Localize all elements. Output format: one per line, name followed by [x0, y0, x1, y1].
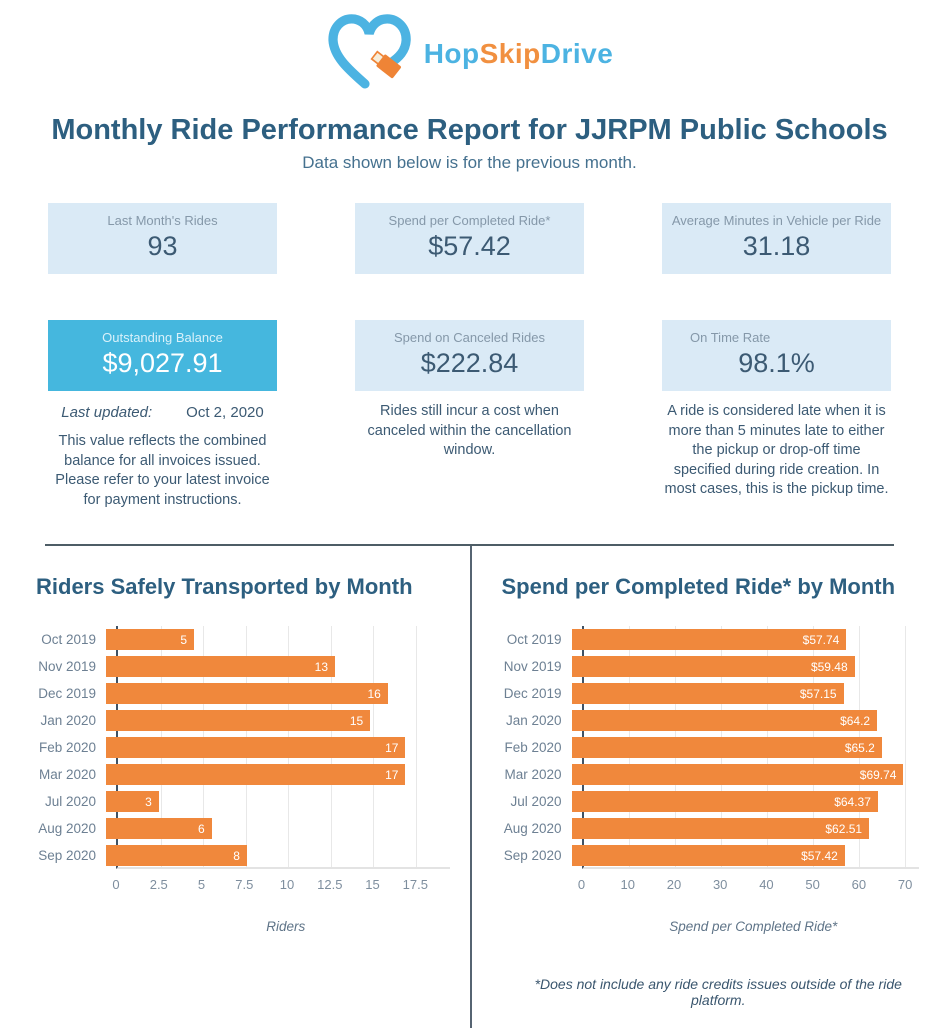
category-label: Jan 2020: [36, 713, 106, 728]
stat-label: Average Minutes in Vehicle per Ride: [668, 213, 885, 228]
bar-track: [572, 683, 920, 704]
bar-value-label: $57.74: [803, 633, 847, 647]
bar-row: [36, 815, 456, 842]
bar-track: [106, 683, 450, 704]
bar-row: [502, 653, 926, 680]
page-subtitle: Data shown below is for the previous month.: [0, 153, 939, 173]
heart-seatbelt-icon: [326, 10, 414, 99]
bar: [106, 764, 405, 785]
x-tick-label: 2.5: [150, 877, 168, 892]
x-tick-label: 5: [198, 877, 205, 892]
category-label: Jul 2020: [36, 794, 106, 809]
x-tick-label: 0: [578, 877, 585, 892]
chart-body: [502, 626, 926, 934]
bar-track: [106, 656, 450, 677]
category-label: Mar 2020: [36, 767, 106, 782]
bar-rows: [502, 626, 926, 869]
stat-label: On Time Rate: [668, 330, 885, 345]
charts-footnote: *Does not include any ride credits issues outside of the ride platform.: [512, 976, 926, 1008]
x-tick-label: 70: [898, 877, 912, 892]
chart-title: Spend per Completed Ride* by Month: [502, 574, 926, 600]
stat-value: $9,027.91: [54, 348, 271, 379]
bar-value-label: $65.2: [845, 741, 882, 755]
bar-track: [572, 818, 920, 839]
bar-track: [572, 710, 920, 731]
category-label: Sep 2020: [502, 848, 572, 863]
category-label: Mar 2020: [502, 767, 572, 782]
bar-track: [106, 764, 450, 785]
bar-row: [36, 788, 456, 815]
stat-cell-spend-per-ride: [355, 203, 584, 274]
category-label: Jan 2020: [502, 713, 572, 728]
x-tick-label: 12.5: [317, 877, 342, 892]
x-tick-label: 60: [852, 877, 866, 892]
category-label: Nov 2019: [36, 659, 106, 674]
bar-row: [502, 788, 926, 815]
last-months-rides-card: [48, 203, 277, 274]
bar-value-label: $57.42: [801, 849, 845, 863]
bar-track: [572, 791, 920, 812]
bar-row: [36, 761, 456, 788]
category-label: Aug 2020: [36, 821, 106, 836]
x-tick-label: 7.5: [235, 877, 253, 892]
x-tick-label: 0: [112, 877, 119, 892]
bar-value-label: 6: [198, 822, 212, 836]
bar-value-label: 5: [180, 633, 194, 647]
stat-value: 93: [54, 231, 271, 262]
last-updated-value: Oct 2, 2020: [186, 404, 264, 421]
outstanding-balance-note: This value reflects the combined balance for all invoices issued. Please refer to your latest invoice for payment instructions.: [48, 432, 277, 510]
stat-value: 31.18: [668, 231, 885, 262]
bar: [572, 737, 882, 758]
last-updated-label: Last updated:: [61, 404, 152, 421]
outstanding-balance-card: [48, 320, 277, 391]
bar: [572, 791, 878, 812]
bar-row: [36, 707, 456, 734]
stat-label: Spend per Completed Ride*: [361, 213, 578, 228]
category-label: Aug 2020: [502, 821, 572, 836]
bar-value-label: 15: [350, 714, 370, 728]
stat-cell-avg-minutes: [662, 203, 891, 274]
bar-track: [106, 845, 450, 866]
bar: [106, 629, 194, 650]
bar-track: [572, 656, 920, 677]
charts-section: [0, 546, 939, 1028]
spend-canceled-note: Rides still incur a cost when canceled within the cancellation window.: [355, 402, 584, 461]
bar: [106, 656, 335, 677]
category-label: Oct 2019: [36, 632, 106, 647]
stat-value: 98.1%: [668, 348, 885, 379]
chart-title: Riders Safely Transported by Month: [36, 574, 456, 600]
spend-per-completed-ride-card: [355, 203, 584, 274]
x-tick-label: 40: [759, 877, 773, 892]
x-tick-label: 10: [280, 877, 294, 892]
x-tick-label: 10: [620, 877, 634, 892]
x-axis: [582, 877, 920, 895]
logo-word-skip: Skip: [480, 38, 541, 69]
last-updated-row: [48, 404, 277, 421]
category-label: Sep 2020: [36, 848, 106, 863]
bar-row: [36, 626, 456, 653]
category-label: Dec 2019: [36, 686, 106, 701]
bar: [106, 791, 159, 812]
bar: [106, 737, 405, 758]
report-header: [0, 0, 939, 173]
bar-value-label: 16: [367, 687, 387, 701]
bar-track: [106, 629, 450, 650]
bar-track: [106, 818, 450, 839]
bar-row: [502, 842, 926, 869]
category-label: Nov 2019: [502, 659, 572, 674]
bar-row: [502, 680, 926, 707]
category-label: Jul 2020: [502, 794, 572, 809]
bar-value-label: 17: [385, 741, 405, 755]
bar-row: [502, 761, 926, 788]
bar: [572, 683, 844, 704]
stat-value: $57.42: [361, 231, 578, 262]
x-axis: [116, 877, 450, 895]
riders-by-month-chart: [0, 546, 470, 1028]
bar-value-label: $64.2: [840, 714, 877, 728]
x-tick-label: 30: [713, 877, 727, 892]
page-title: Monthly Ride Performance Report for JJRPM Public Schools: [0, 114, 939, 147]
bar-value-label: $62.51: [825, 822, 869, 836]
bar-value-label: $59.48: [811, 660, 855, 674]
bar-row: [36, 842, 456, 869]
x-axis-title: Spend per Completed Ride*: [582, 919, 926, 934]
bar-rows: [36, 626, 456, 869]
bar: [572, 629, 847, 650]
on-time-rate-card: [662, 320, 891, 391]
on-time-rate-note: A ride is considered late when it is more than 5 minutes late to either the pickup or drop-off time specified during ride creation. In most cases, this is the pickup time.: [662, 402, 891, 500]
bar-track: [572, 845, 920, 866]
logo-word-hop: Hop: [424, 38, 480, 69]
bar: [106, 845, 247, 866]
bar-track: [572, 764, 920, 785]
bar-row: [36, 653, 456, 680]
bar-value-label: $69.74: [860, 768, 904, 782]
bar-row: [36, 734, 456, 761]
bar: [572, 818, 870, 839]
bar-track: [572, 629, 920, 650]
bar-value-label: $64.37: [834, 795, 878, 809]
bar: [572, 845, 845, 866]
bar-track: [106, 737, 450, 758]
bar: [106, 710, 370, 731]
bar-value-label: 8: [233, 849, 247, 863]
avg-minutes-in-vehicle-card: [662, 203, 891, 274]
stat-value: $222.84: [361, 348, 578, 379]
bar-track: [572, 737, 920, 758]
stat-cell-spend-canceled: [355, 320, 584, 510]
stat-cell-on-time-rate: [662, 320, 891, 510]
stat-cell-last-months-rides: [48, 203, 277, 274]
stat-label: Outstanding Balance: [54, 330, 271, 345]
category-label: Feb 2020: [36, 740, 106, 755]
bar: [572, 710, 878, 731]
bar-row: [502, 734, 926, 761]
hopskipdrive-logo: [0, 8, 939, 100]
x-tick-label: 50: [805, 877, 819, 892]
logo-word-drive: Drive: [541, 38, 614, 69]
spend-on-canceled-rides-card: [355, 320, 584, 391]
logo-wordmark: [424, 38, 614, 70]
bar-row: [502, 626, 926, 653]
bar-track: [106, 791, 450, 812]
category-label: Dec 2019: [502, 686, 572, 701]
bar-row: [36, 680, 456, 707]
bar-value-label: $57.15: [800, 687, 844, 701]
bar: [572, 764, 904, 785]
bar-value-label: 3: [145, 795, 159, 809]
x-tick-label: 15: [365, 877, 379, 892]
category-label: Feb 2020: [502, 740, 572, 755]
bar-track: [106, 710, 450, 731]
chart-body: [36, 626, 456, 934]
stat-label: Last Month's Rides: [54, 213, 271, 228]
x-tick-label: 20: [667, 877, 681, 892]
bar: [106, 818, 212, 839]
stats-grid: [0, 173, 939, 510]
x-axis-title: Riders: [116, 919, 456, 934]
bar-row: [502, 815, 926, 842]
bar-value-label: 17: [385, 768, 405, 782]
bar: [106, 683, 388, 704]
stat-label: Spend on Canceled Rides: [361, 330, 578, 345]
stat-cell-outstanding-balance: [48, 320, 277, 510]
category-label: Oct 2019: [502, 632, 572, 647]
bar-value-label: 13: [315, 660, 335, 674]
x-tick-label: 17.5: [403, 877, 428, 892]
spend-by-month-chart: [470, 546, 939, 1028]
bar: [572, 656, 855, 677]
bar-row: [502, 707, 926, 734]
